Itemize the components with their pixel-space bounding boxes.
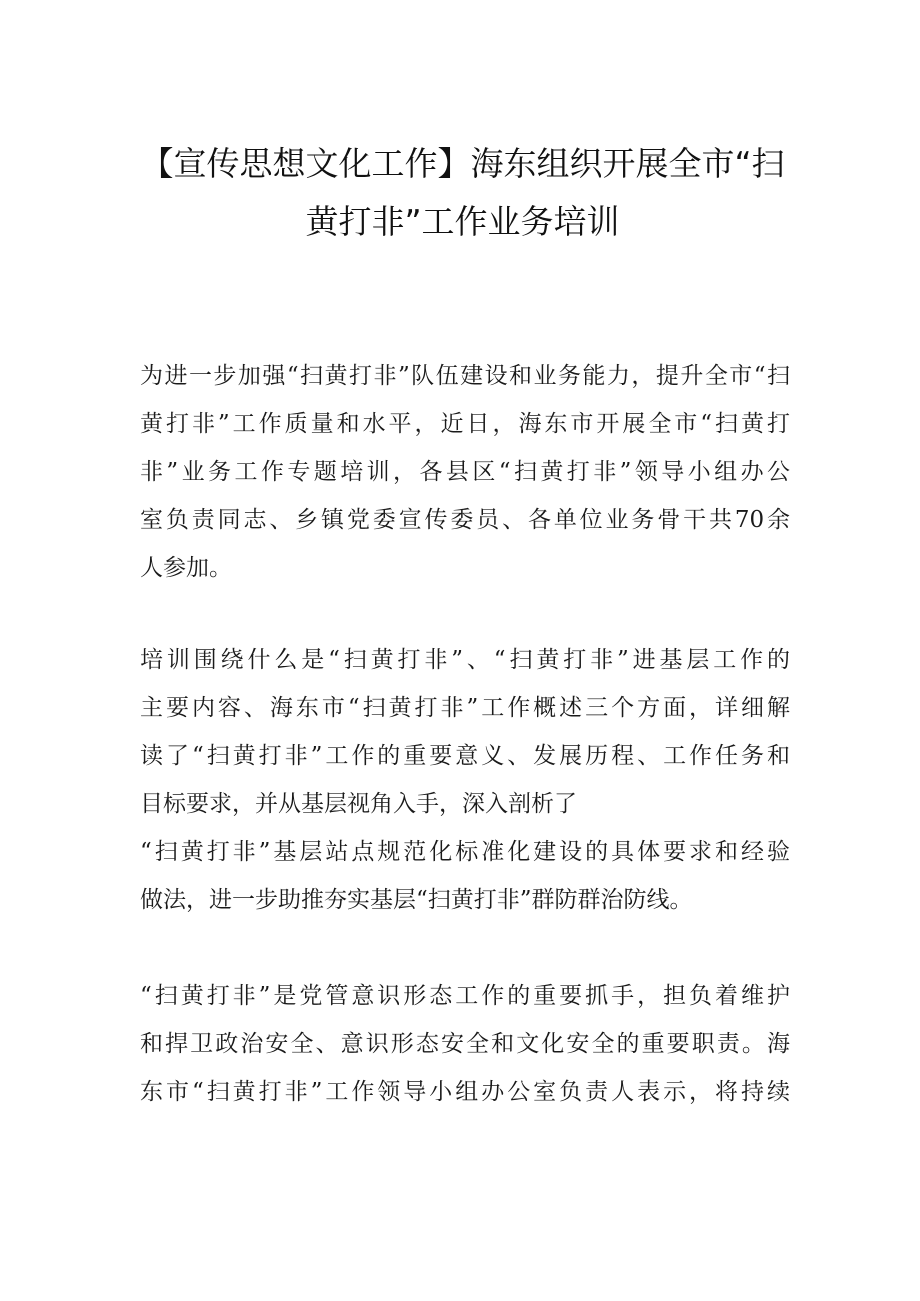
paragraph-1 [140, 352, 790, 592]
paragraph-line: 为进一步加强“扫黄打非”队伍建设和业务能力，提升全市“扫 [140, 363, 790, 389]
paragraph-line: 东市“扫黄打非”工作领导小组办公室负责人表示，将持续 [140, 1079, 790, 1105]
paragraph-line: 室负责同志、乡镇党委宣传委员、各单位业务骨干共70余 [140, 507, 790, 533]
paragraph-line: “扫黄打非”基层站点规范化标准化建设的具体要求和经验 [140, 839, 790, 865]
paragraph-line: 培训围绕什么是“扫黄打非”、“扫黄打非”进基层工作的 [140, 647, 790, 673]
paragraph-line: 目标要求，并从基层视角入手，深入剖析了 [140, 791, 577, 817]
paragraph-line: “扫黄打非”是党管意识形态工作的重要抓手，担负着维护 [140, 983, 790, 1009]
paragraph-line: 做法，进一步助推夯实基层“扫黄打非”群防群治防线。 [140, 887, 693, 913]
paragraph-line: 非”业务工作专题培训，各县区“扫黄打非”领导小组办公 [140, 459, 790, 485]
paragraph-line: 黄打非”工作质量和水平，近日，海东市开展全市“扫黄打 [140, 411, 790, 437]
paragraph-line: 读了“扫黄打非”工作的重要意义、发展历程、工作任务和 [140, 743, 790, 769]
paragraph-3 [140, 972, 790, 1116]
paragraph-line: 人参加。 [140, 555, 232, 581]
document-title-line-1: 【宣传思想文化工作】海东组织开展全市“扫 [140, 144, 785, 183]
paragraph-line: 主要内容、海东市“扫黄打非”工作概述三个方面，详细解 [140, 695, 790, 721]
paragraph-line: 和捍卫政治安全、意识形态安全和文化安全的重要职责。海 [140, 1031, 790, 1057]
paragraph-2 [140, 636, 790, 924]
document-title-line-2: 黄打非”工作业务培训 [305, 202, 620, 241]
